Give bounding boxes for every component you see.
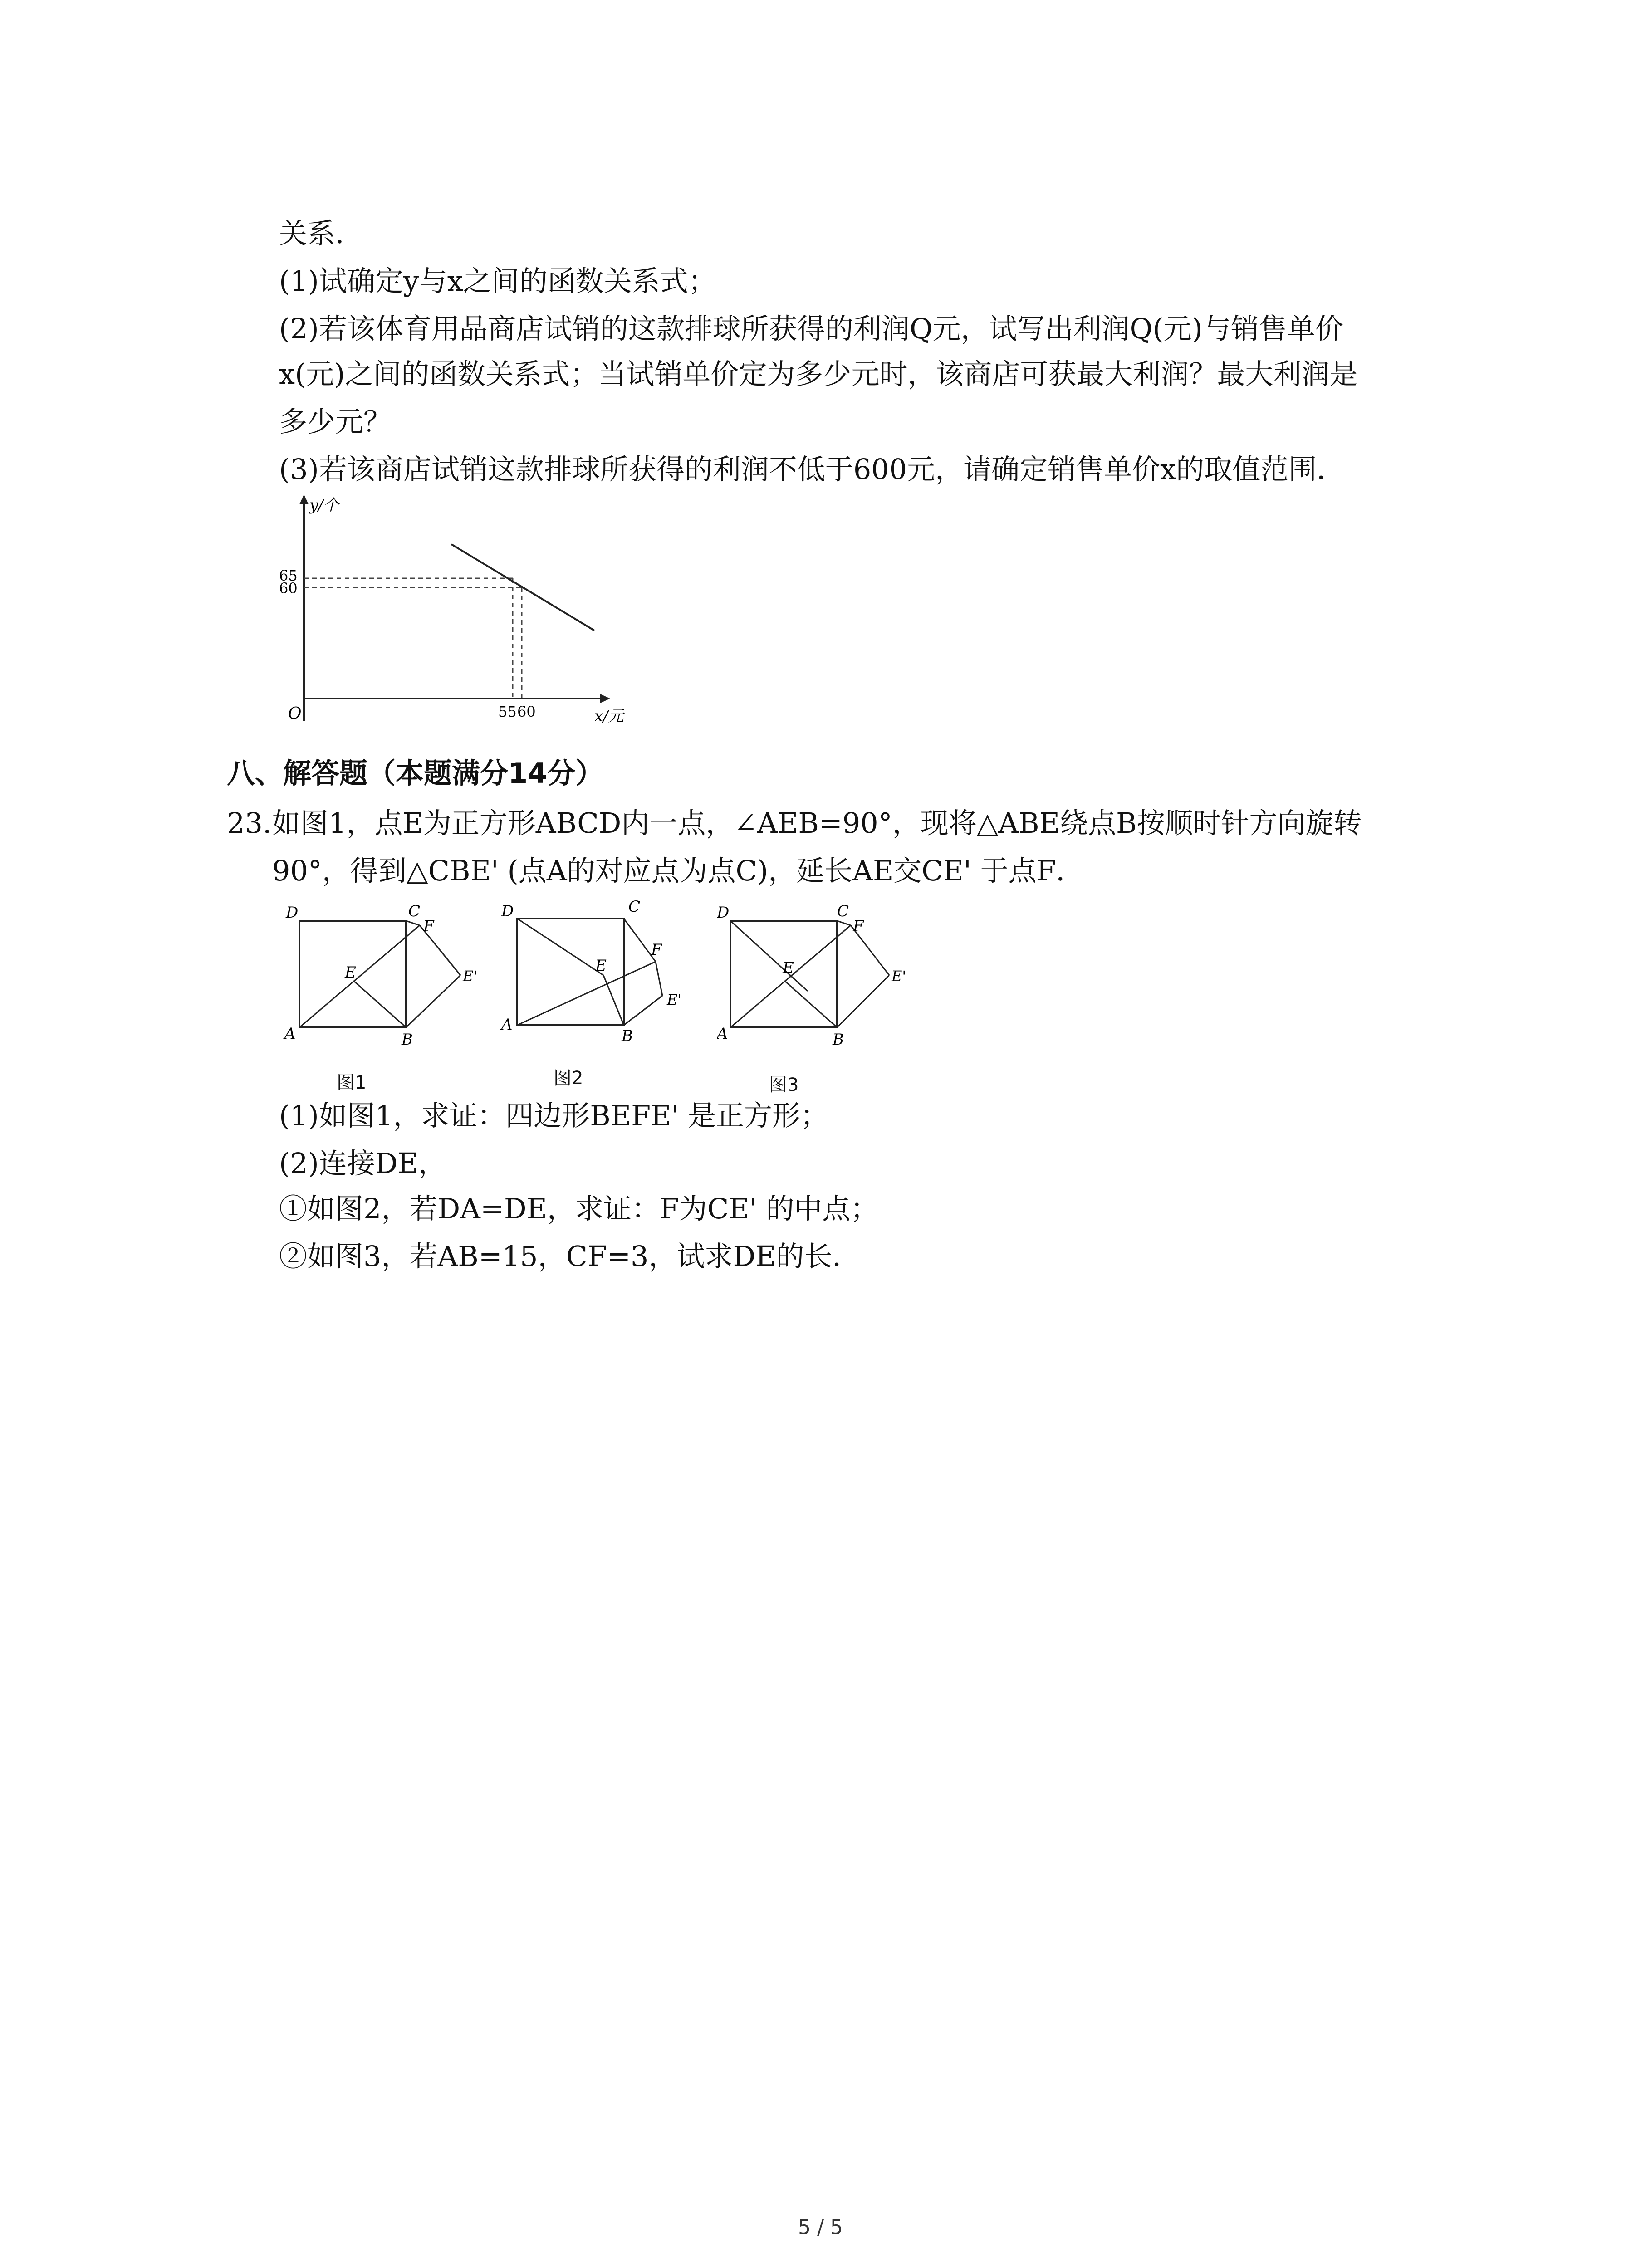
label-e-prime: E' [892,968,906,985]
label-e-prime: E' [667,991,682,1008]
y-tick-60: 60 [279,580,298,597]
page-number: 5 / 5 [798,2216,843,2239]
label-b: B [833,1031,844,1049]
problem22-line-1: 关系． [279,217,364,250]
y-tick-65: 65 [279,567,298,584]
section-heading: 八、解答题（本题满分14分） [227,757,604,790]
segment-de [730,921,808,991]
problem22-line-6: (3)若该商店试销这款排球所获得的利润不低于600元，请确定销售单价x的取值范围． [279,453,1345,486]
label-f: F [651,941,662,959]
x-axis-label: x/元 [594,707,624,725]
label-e: E [345,963,356,982]
problem23-line-1: 如图1，点E为正方形ABCD内一点，∠AEB=90°，现将△ABE绕点B按顺时针方向旋转 [272,807,1362,840]
label-e: E [783,959,794,977]
problem23-number: 23. [227,807,272,840]
label-c: C [408,902,421,920]
label-b: B [622,1027,633,1043]
label-a: A [501,1016,513,1034]
problem22-line-2: (1)试确定y与x之间的函数关系式； [279,264,716,298]
problem22-line-5: 多少元？ [279,405,392,438]
segment-be [785,981,837,1027]
problem22-line-4: x(元)之间的函数关系式；当试销单价定为多少元时，该商店可获最大利润？最大利润是 [279,357,1358,391]
problem22-line-3: (2)若该体育用品商店试销的这款排球所获得的利润Q元，试写出利润Q(元)与销售单价 [279,312,1343,345]
x-axis-arrow [600,694,610,703]
square-abcd [517,919,624,1025]
figure-2-caption: 图2 [554,1068,583,1089]
y-axis-label: y/个 [309,496,339,514]
segment-be2 [624,996,662,1025]
problem22-graph [277,494,649,739]
problem23-line-2: 90°，得到△CBE' (点A的对应点为点C)，延长AE交CE' 于点F． [272,854,1084,887]
label-c: C [837,902,849,920]
label-d: D [286,904,299,922]
origin-label: O [288,704,302,723]
segment-be [603,975,624,1025]
label-a: A [717,1025,728,1043]
segment-be2 [837,975,889,1027]
figure-1-caption: 图1 [337,1072,367,1093]
problem23-part-2: (2)连接DE， [279,1147,446,1180]
label-d: D [717,904,730,922]
label-b: B [402,1031,413,1049]
function-line [451,544,594,631]
segment-cf [406,921,420,925]
segment-cf [837,921,851,925]
problem23-part-1: (1)如图1，求证：四边形BEFE' 是正方形； [279,1099,829,1132]
figure-2 [499,894,712,1043]
label-c: C [628,898,641,916]
label-f: F [853,917,864,935]
segment-de [517,919,603,975]
label-a: A [284,1025,296,1043]
label-e: E [595,957,607,975]
segment-fe2 [656,962,662,996]
segment-ae-extended [517,962,656,1025]
segment-be2 [406,975,460,1027]
figure-3-caption: 图3 [769,1075,799,1095]
problem23-part-2-1: ①如图2，若DA=DE，求证：F为CE' 的中点； [279,1192,879,1225]
segment-be [354,981,406,1027]
label-e-prime: E' [463,968,478,985]
problem23-part-2-2: ②如图3，若AB=15，CF=3，试求DE的长． [279,1240,861,1273]
label-f: F [423,917,434,935]
figure-3 [717,900,930,1050]
label-d: D [501,902,514,920]
x-tick-60: 60 [517,703,536,720]
figure-1 [279,900,492,1050]
segment-ae-extended [299,925,420,1027]
x-tick-55: 55 [498,703,517,720]
y-axis-arrow [299,494,309,504]
